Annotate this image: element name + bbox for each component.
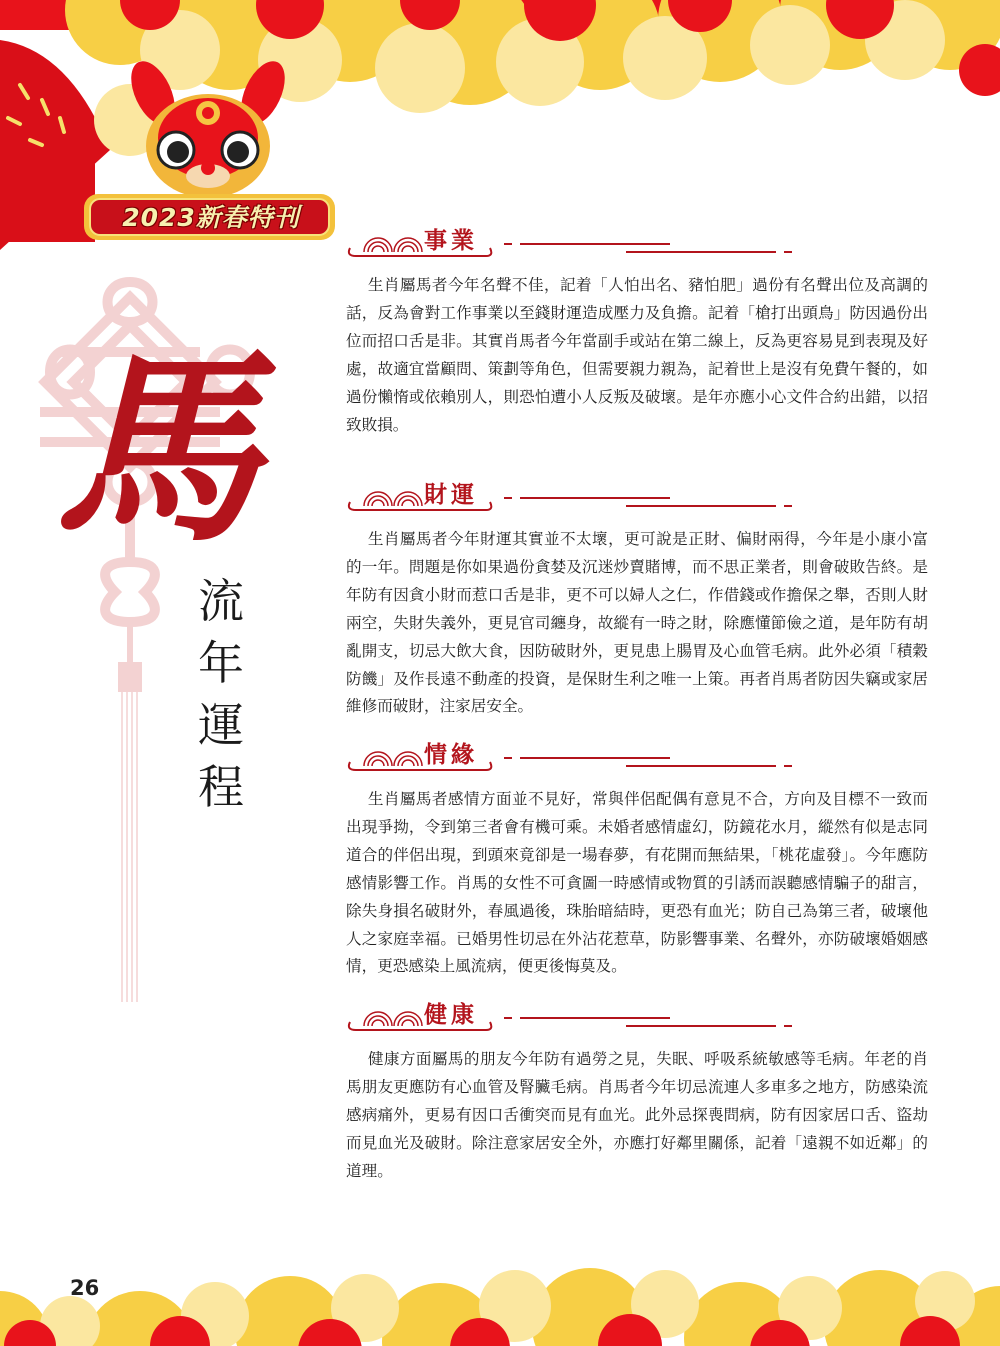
section-body: 健康方面屬馬的朋友今年防有過勞之見，失眠、呼吸系統敏感等毛病。年老的肖馬朋友更應防有心血管及腎臟毛病。肖馬者今年切忌流連人多車多之地方，防感染流感病痛外，更易有因口舌衝突而見有血光。此外忌探喪問病，防有因家居口舌、盜劫而見血光及破財。除注意家居安全外，亦應打好鄰里關係，記着「遠親不如近鄰」的道理。 xyxy=(346,1050,928,1180)
bottom-cloud-border xyxy=(0,1246,1000,1346)
section-health xyxy=(346,996,928,1186)
vertical-title-char: 年 xyxy=(198,636,244,690)
section-title: 情緣 xyxy=(424,742,478,768)
section-romance xyxy=(346,736,928,996)
section-wealth xyxy=(346,476,928,736)
section-header xyxy=(346,476,928,526)
section-career xyxy=(346,222,928,476)
vertical-title-char: 運 xyxy=(198,698,244,752)
banner-title: 2023新春特刊 xyxy=(122,203,300,232)
section-header xyxy=(346,736,928,786)
section-title: 財運 xyxy=(424,482,478,508)
lion-dance-head-illustration xyxy=(128,58,288,208)
section-header-ornament xyxy=(346,476,796,516)
section-title: 事業 xyxy=(424,228,478,254)
section-header-ornament xyxy=(346,996,796,1036)
section-body: 生肖屬馬者今年名聲不佳，記着「人怕出名、豬怕肥」過份有名聲出位及高調的話，反為會對工作事業以至錢財運造成壓力及負擔。記着「槍打出頭鳥」防因過份出位而招口舌是非。其實肖馬者今年當副手或站在第二線上，反為更容易見到表現及好處，故適宜當顧問、策劃等角色，但需要親力親為，記着世上是沒有免費午餐的，如過份懶惰或依賴別人，則恐怕遭小人反叛及破壞。是年亦應小心文件合約出錯，以招致敗損。 xyxy=(346,276,928,434)
section-header xyxy=(346,222,928,272)
section-body: 生肖屬馬者今年財運其實並不太壞，更可說是正財、偏財兩得，今年是小康小富的一年。問題是你如果過份貪婪及沉迷炒賣賭博，而不思正業者，則會破敗告終。是年防有因貪小財而惹口舌是非，更不可以婦人之仁，作借錢或作擔保之舉，否則人財兩空，失財失義外，更見官司纏身，故縱有一時之財，除應懂節儉之道，是年防有胡亂開支，切忌大飲大食，因防破財外，更見患上腸胃及心血管毛病。此外必須「積穀防饑」及作長遠不動產的投資，是保財生利之唯一上策。再者肖馬者防因失竊或家居維修而破財，注家居安全。 xyxy=(346,530,928,716)
section-header-ornament xyxy=(346,736,796,776)
page-number: 26 xyxy=(70,1276,100,1300)
section-header xyxy=(346,996,928,1046)
vertical-title-char: 程 xyxy=(198,760,244,814)
section-title: 健康 xyxy=(424,1002,478,1028)
section-body: 生肖屬馬者感情方面並不見好，常與伴侶配偶有意見不合，方向及目標不一致而出現爭拗，令到第三者會有機可乘。未婚者感情虛幻，防鏡花水月，縱然有似是志同道合的伴侶出現，到頭來竟卻是一場春夢，有花開而無結果，「桃花虛發」。今年應防感情影響工作。肖馬的女性不可貪圖一時感情或物質的引誘而誤聽感情騙子的甜言，除失身損名破財外，春風過後，珠胎暗結時，更恐有血光；防自己為第三者，破壞他人之家庭幸福。已婚男性切忌在外沾花惹草，防影響事業、名聲外，亦防破壞婚姻感情，更恐感染上風流病，便更後悔莫及。 xyxy=(346,790,928,976)
zodiac-horse-character: 馬 xyxy=(54,330,260,570)
fortune-content xyxy=(346,222,928,1186)
vertical-title xyxy=(186,570,256,818)
section-header-ornament xyxy=(346,222,796,262)
vertical-title-char: 流 xyxy=(198,574,244,628)
